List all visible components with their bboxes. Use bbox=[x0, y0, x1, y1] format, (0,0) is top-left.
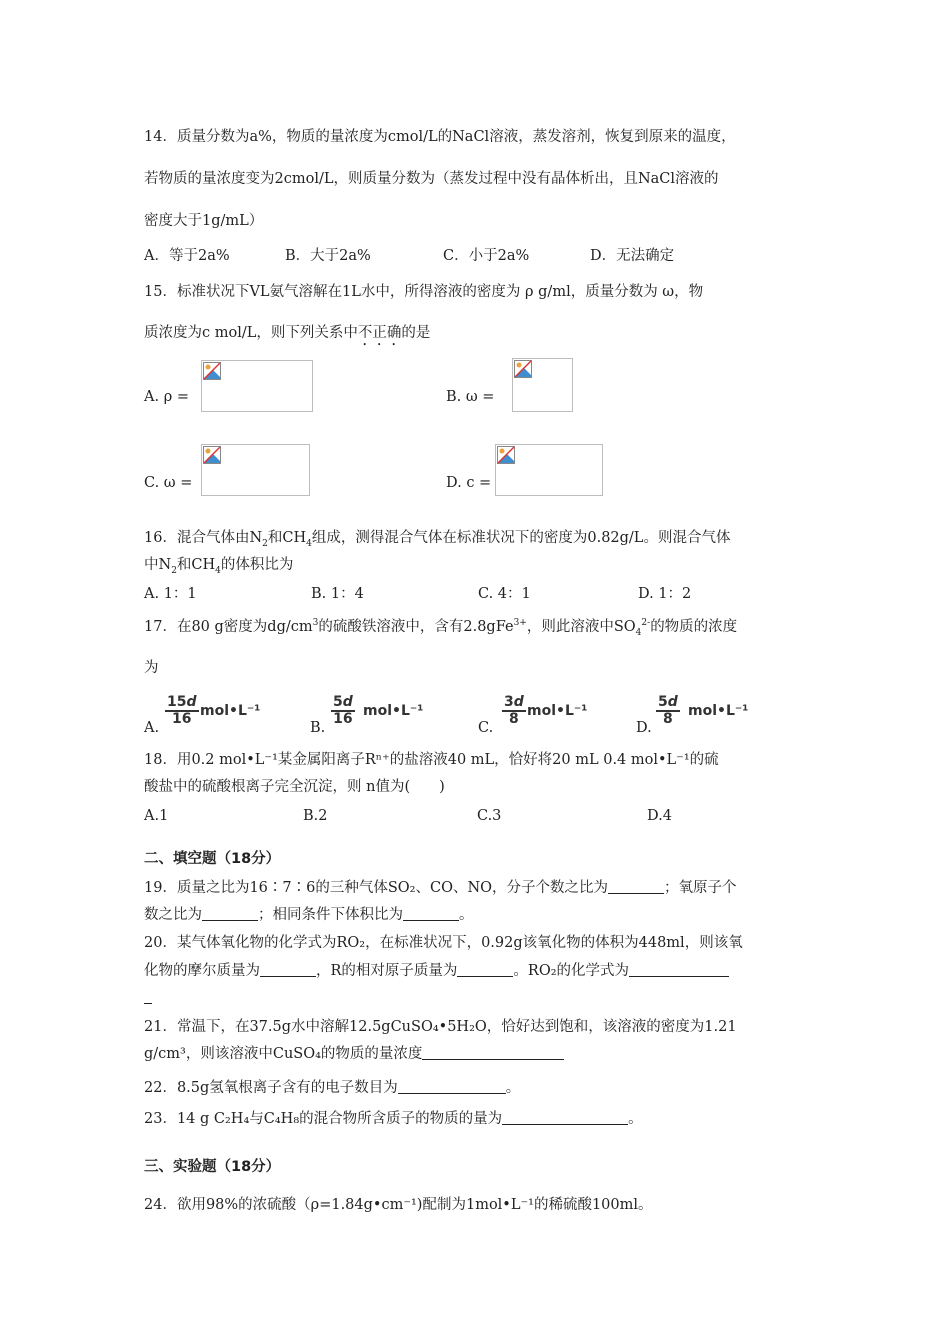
q16-option-c: C. 4：1 bbox=[478, 586, 531, 602]
q14-option-c: C．小于2a% bbox=[443, 248, 530, 264]
q16-line2: 中$N_2$和$CH_4$的体积比为 bbox=[144, 557, 294, 576]
q15-option-b: B. ω = bbox=[446, 389, 495, 405]
broken-image-icon bbox=[514, 360, 532, 378]
q17-option-c-label: C. bbox=[478, 720, 494, 736]
answer-blank[interactable] bbox=[457, 961, 513, 977]
q15-emphasis: 不正确 bbox=[357, 325, 402, 341]
q17-option-a-unit: mol•L⁻¹ bbox=[200, 703, 261, 719]
q17-option-b-fraction: 5d 16 bbox=[333, 694, 353, 727]
q14-line1: 14．质量分数为a%，物质的量浓度为cmol/L的NaCl溶液，蒸发溶剂，恢复到原来的温度， bbox=[144, 129, 736, 145]
answer-blank-continued bbox=[144, 988, 152, 1004]
q15-line1: 15．标准状况下VL氨气溶解在1L水中，所得溶液的密度为 ρ g/ml，质量分数为 ω，物 bbox=[144, 284, 704, 300]
q18-option-c: C.3 bbox=[477, 808, 502, 824]
q14-option-b: B．大于2a% bbox=[285, 248, 371, 264]
q16-option-d: D. 1：2 bbox=[638, 586, 692, 602]
q17-option-d-unit: mol•L⁻¹ bbox=[688, 703, 749, 719]
q20-line1: 20．某气体氧化物的化学式为RO₂，在标准状况下，0.92g该氧化物的体积为448ml，则该氧 bbox=[144, 935, 743, 951]
answer-blank[interactable] bbox=[422, 1044, 564, 1060]
q18-line1: 18．用0.2 mol•L⁻¹某金属阳离子Rⁿ⁺的盐溶液40 mL，恰好将20 mL 0.4 mol•L⁻¹的硫 bbox=[144, 752, 719, 768]
q19-line1: 19．质量之比为16∶7∶6的三种气体SO₂、CO、NO，分子个数之比为 ；氧原子个 bbox=[144, 880, 737, 896]
q22-line: 22．8.5g氢氧根离子含有的电子数目为 。 bbox=[144, 1080, 521, 1096]
q14-line3: 密度大于1g/mL） bbox=[144, 213, 264, 229]
q15-option-a: A. ρ = bbox=[144, 389, 189, 405]
q17-option-d-label: D. bbox=[636, 720, 652, 736]
q14-line2: 若物质的量浓度变为2cmol/L，则质量分数为（蒸发过程中没有晶体析出，且NaCl溶液的 bbox=[144, 171, 719, 187]
broken-image-icon bbox=[203, 362, 221, 380]
section-heading-fill-in: 二、填空题（18分） bbox=[144, 851, 281, 867]
q17-option-c-unit: mol•L⁻¹ bbox=[527, 703, 588, 719]
q21-line1: 21．常温下，在37.5g水中溶解12.5gCuSO₄•5H₂O，恰好达到饱和，该溶液的密度为1.21 bbox=[144, 1019, 737, 1035]
q18-line2: 酸盐中的硫酸根离子完全沉淀，则 n值为( ) bbox=[144, 779, 445, 795]
q18-option-b: B.2 bbox=[303, 808, 328, 824]
answer-blank[interactable] bbox=[398, 1078, 506, 1094]
formula-image-a bbox=[201, 360, 313, 412]
formula-image-d bbox=[495, 444, 603, 496]
broken-image-icon bbox=[497, 446, 515, 464]
q17-option-d-fraction: 5d 8 bbox=[658, 694, 678, 727]
q16-option-a: A. 1：1 bbox=[144, 586, 197, 602]
formula-image-b bbox=[512, 358, 573, 412]
answer-blank[interactable] bbox=[629, 961, 729, 977]
q15-option-d: D. c = bbox=[446, 475, 492, 491]
q17-option-b-label: B. bbox=[310, 720, 326, 736]
answer-blank[interactable] bbox=[502, 1109, 628, 1125]
q14-option-a: A．等于2a% bbox=[144, 248, 230, 264]
q19-line2: 数之比为 ；相同条件下体积比为 。 bbox=[144, 907, 474, 923]
q18-option-d: D.4 bbox=[647, 808, 672, 824]
q17-option-c-fraction: 3d 8 bbox=[504, 694, 524, 727]
section-heading-experiment: 三、实验题（18分） bbox=[144, 1159, 281, 1175]
q15-line2: 质浓度为c mol/L，则下列关系中不正确的是 bbox=[144, 325, 431, 341]
q17-option-b-unit: mol•L⁻¹ bbox=[363, 703, 424, 719]
answer-blank[interactable] bbox=[403, 905, 459, 921]
q21-line2: g/cm³，则该溶液中CuSO₄的物质的量浓度 bbox=[144, 1044, 564, 1064]
q17-option-a-fraction: 15d 16 bbox=[167, 694, 197, 727]
answer-blank[interactable] bbox=[260, 961, 316, 977]
formula-image-c bbox=[201, 444, 310, 496]
q17-option-a-label: A. bbox=[144, 720, 160, 736]
answer-blank[interactable] bbox=[202, 905, 258, 921]
broken-image-icon bbox=[203, 446, 221, 464]
q16-line1: 16．混合气体由$N_2$和$CH_4$组成，测得混合气体在标准状况下的密度为0.82g/L。则混合气体 bbox=[144, 530, 731, 549]
q24-line: 24．欲用98%的浓硫酸（ρ=1.84g•cm⁻¹)配制为1mol•L⁻¹的稀硫酸100ml。 bbox=[144, 1197, 653, 1213]
q15-option-c: C. ω = bbox=[144, 475, 193, 491]
q16-option-b: B. 1：4 bbox=[311, 586, 364, 602]
q18-option-a: A.1 bbox=[144, 808, 169, 824]
q17-line2: 为 bbox=[144, 660, 159, 676]
q23-line: 23．14 g C₂H₄与C₄H₈的混合物所含质子的物质的量为 。 bbox=[144, 1111, 643, 1127]
q17-line1: 17．在80 g密度为$dg/cm^3$的硫酸铁溶液中，含有2.8gFe$^{3+}$，则此溶液中$SO_4^{2-}$的物质的浓度 bbox=[144, 618, 738, 638]
q20-line2: 化物的摩尔质量为 ，R的相对原子质量为 。RO₂的化学式为 bbox=[144, 961, 729, 981]
answer-blank[interactable] bbox=[608, 878, 664, 894]
q14-option-d: D．无法确定 bbox=[590, 248, 675, 264]
